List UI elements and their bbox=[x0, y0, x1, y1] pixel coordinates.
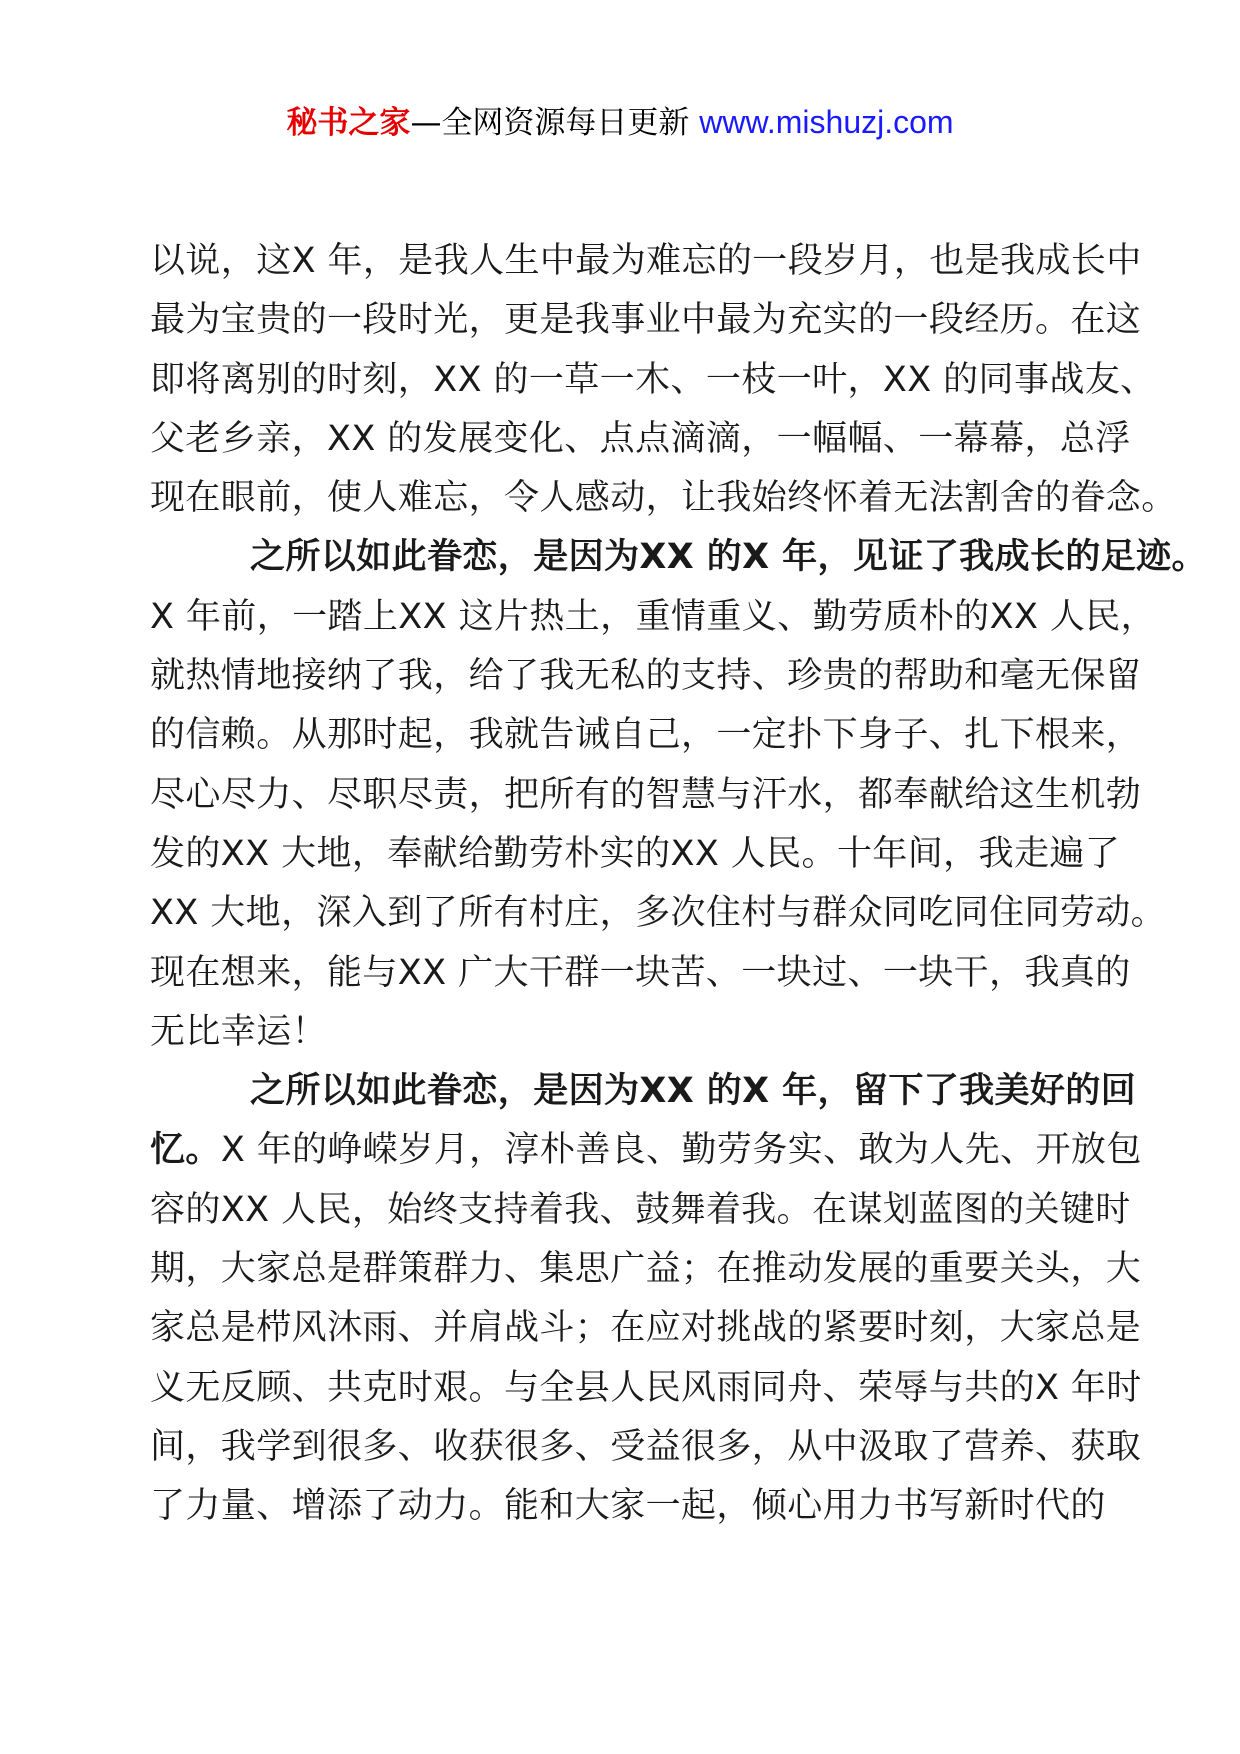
line-text: 发的XX 大地，奉献给勤劳朴实的XX 人民。十年间，我走遍了 bbox=[150, 833, 1121, 874]
text-line bbox=[150, 1418, 1142, 1477]
line-text: 容的XX 人民，始终支持着我、鼓舞着我。在谋划蓝图的关键时 bbox=[150, 1189, 1131, 1230]
text-line bbox=[150, 706, 1142, 765]
line-text: 的信赖。从那时起，我就告诫自己，一定扑下身子、扎下根来， bbox=[150, 715, 1142, 756]
text-line bbox=[150, 647, 1142, 706]
line-text: 了力量、增添了动力。能和大家一起，倾心用力书写新时代的 bbox=[150, 1486, 1106, 1527]
line-text: 最为宝贵的一段时光，更是我事业中最为充实的一段经历。在这 bbox=[150, 300, 1142, 341]
site-header bbox=[0, 100, 1240, 145]
line-text: 现在想来，能与XX 广大干群一块苦、一块过、一块干，我真的 bbox=[150, 952, 1131, 993]
text-line bbox=[150, 1477, 1118, 1536]
header-tagline: —全网资源每日更新 bbox=[410, 105, 700, 141]
paragraph-heading: 之所以如此眷恋，是因为XX 的X 年，见证了我成长的足迹。 bbox=[250, 537, 1207, 578]
text-line bbox=[150, 1181, 1131, 1240]
paragraph-heading: 之所以如此眷恋，是因为XX 的X 年，留下了我美好的回 bbox=[250, 1071, 1137, 1112]
line-text: 无比幸运！ bbox=[150, 1011, 328, 1052]
text-line bbox=[150, 1359, 1142, 1418]
line-text: 以说，这X 年，是我人生中最为难忘的一段岁月，也是我成长中 bbox=[150, 241, 1142, 281]
text-line bbox=[150, 766, 1142, 825]
line-text: X 年前，一踏上XX 这片热土，重情重义、勤劳质朴的XX 人民， bbox=[150, 596, 1157, 637]
text-line bbox=[150, 291, 1142, 350]
text-line bbox=[150, 351, 1156, 410]
text-line bbox=[150, 944, 1131, 1003]
text-line bbox=[150, 825, 1121, 884]
text-line bbox=[150, 410, 1131, 469]
text-line bbox=[150, 588, 1157, 647]
line-text: 即将离别的时刻，XX 的一草一木、一枝一叶，XX 的同事战友、 bbox=[150, 359, 1156, 400]
text-line bbox=[150, 469, 1177, 528]
line-text: 父老乡亲，XX 的发展变化、点点滴滴，一幅幅、一幕幕，总浮 bbox=[150, 418, 1131, 459]
text-line bbox=[150, 1121, 1142, 1180]
text-line bbox=[150, 232, 1142, 291]
line-text: 期，大家总是群策群力、集思广益；在推动发展的重要关头，大 bbox=[150, 1249, 1142, 1290]
line-text: 义无反顾、共克时艰。与全县人民风雨同舟、荣辱与共的X 年时 bbox=[150, 1367, 1142, 1408]
line-text: XX 大地，深入到了所有村庄，多次住村与群众同吃同住同劳动。 bbox=[150, 893, 1167, 934]
paragraph-heading: 忆。 bbox=[150, 1130, 221, 1171]
line-text: 尽心尽力、尽职尽责，把所有的智慧与汗水，都奉献给这生机勃 bbox=[150, 774, 1142, 815]
text-line bbox=[150, 884, 1167, 943]
text-line bbox=[150, 1299, 1142, 1358]
line-text: 就热情地接纳了我，给了我无私的支持、珍贵的帮助和毫无保留 bbox=[150, 656, 1142, 697]
line-text: X 年的峥嵘岁月，淳朴善良、勤劳务实、敢为人先、开放包 bbox=[220, 1130, 1142, 1171]
line-text: 家总是栉风沐雨、并肩战斗；在应对挑战的紧要时刻，大家总是 bbox=[150, 1308, 1142, 1349]
paragraph-heading-line bbox=[150, 528, 1207, 587]
text-line bbox=[150, 1003, 1118, 1062]
paragraph-heading-line bbox=[150, 1062, 1137, 1121]
document-body bbox=[150, 232, 1207, 1537]
site-url[interactable]: www.mishuzj.com bbox=[699, 104, 954, 140]
text-line bbox=[150, 1240, 1142, 1299]
brand-name: 秘书之家 bbox=[286, 105, 411, 141]
line-text: 现在眼前，使人难忘，令人感动，让我始终怀着无法割舍的眷念。 bbox=[150, 478, 1177, 519]
line-text: 间，我学到很多、收获很多、受益很多，从中汲取了营养、获取 bbox=[150, 1426, 1142, 1467]
